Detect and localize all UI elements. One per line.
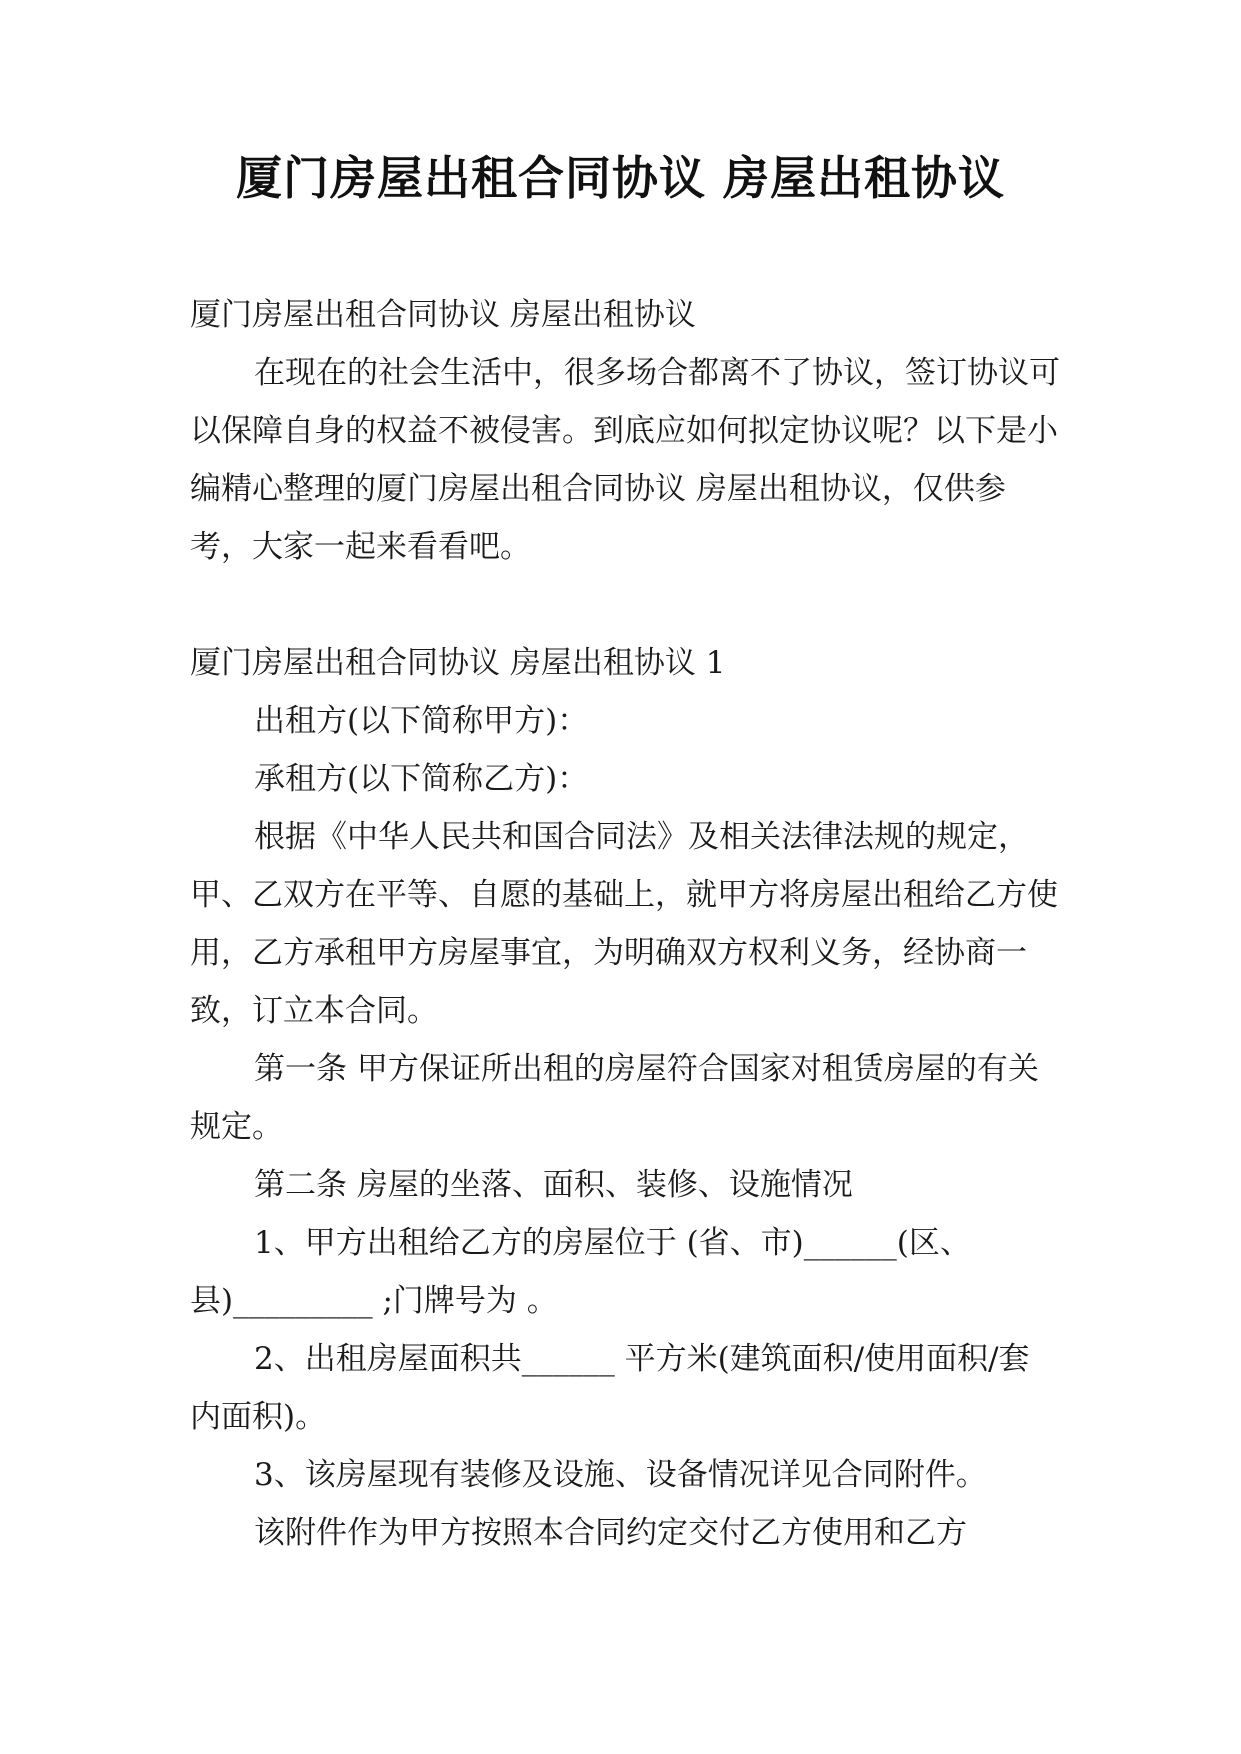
preamble-paragraph: 根据《中华人民共和国合同法》及相关法律法规的规定，甲、乙双方在平等、自愿的基础上，就甲方将房屋出租给乙方使用，乙方承租甲方房屋事宜，为明确双方权利义务，经协商一致，订立本合同。 — [190, 819, 1058, 1029]
intro-heading: 厦门房屋出租合同协议 房屋出租协议 — [190, 297, 696, 333]
article-2-item-2: 2、出租房屋面积共______ 平方米(建筑面积/使用面积/套内面积)。 — [190, 1341, 1030, 1435]
intro-paragraph: 在现在的社会生活中，很多场合都离不了协议，签订协议可以保障自身的权益不被侵害。到底应如何拟定协议呢？以下是小编精心整理的厦门房屋出租合同协议 房屋出租协议，仅供参考，大家一起来看看吧。 — [190, 355, 1060, 565]
article-2-heading: 第二条 房屋的坐落、面积、装修、设施情况 — [254, 1167, 853, 1203]
article-2-item-1: 1、甲方出租给乙方的房屋位于 (省、市)______(区、县)_________ ;门牌号为 。 — [190, 1225, 971, 1319]
annex-paragraph: 该附件作为甲方按照本合同约定交付乙方使用和乙方 — [254, 1515, 967, 1551]
article-1: 第一条 甲方保证所出租的房屋符合国家对租赁房屋的有关规定。 — [190, 1051, 1039, 1145]
lessee-line: 承租方(以下简称乙方)： — [254, 761, 589, 797]
section-heading: 厦门房屋出租合同协议 房屋出租协议 1 — [190, 645, 726, 681]
lessor-line: 出租方(以下简称甲方)： — [254, 703, 589, 739]
document-body — [190, 286, 1060, 1562]
article-2-item-3: 3、该房屋现有装修及设施、设备情况详见合同附件。 — [254, 1457, 987, 1493]
document-title: 厦门房屋出租合同协议 房屋出租协议 — [235, 151, 1005, 205]
